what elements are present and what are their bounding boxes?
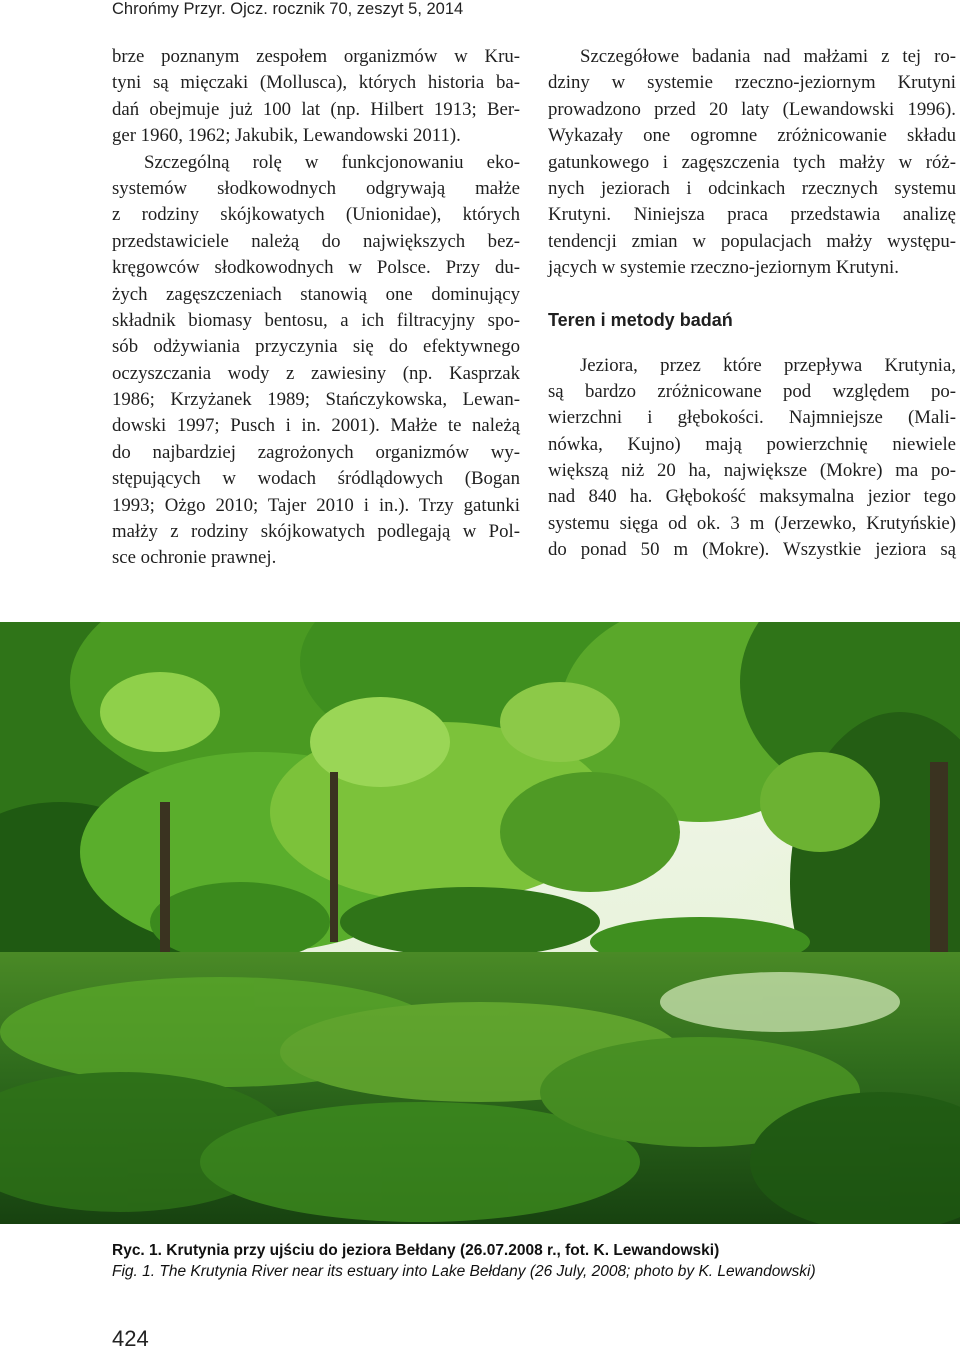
- text-line: Krutyni. Niniejsza praca przedstawia analizę: [548, 204, 956, 226]
- text-line: sób odżywiania przyczynia się do efektywnego: [112, 336, 520, 358]
- text-line: prowadzono przed 20 laty (Lewandowski 1996).: [548, 98, 956, 120]
- text-line: gatunkowego i zagęszczenia tych małży w róż-: [548, 151, 956, 173]
- text-line: są bardzo zróżnicowane pod względem po-: [548, 380, 956, 402]
- text-line: Szczegółowe badania nad małżami z tej ro-: [580, 46, 956, 67]
- text-line: przedstawiciele należą do największych bez-: [112, 230, 520, 252]
- text-line: żych zagęszczeniach stanowią one dominujący: [112, 283, 520, 305]
- caption-english: Fig. 1. The Krutynia River near its estuary into Lake Bełdany (26 July, 2008; photo by K. Lewandowski): [112, 1263, 816, 1280]
- text-line: dań obejmuje już 100 lat (np. Hilbert 1913; Ber-: [112, 98, 520, 120]
- section-heading: Teren i metody badań: [548, 309, 733, 330]
- text-line: sce ochronie prawnej.: [112, 547, 277, 569]
- river-photo: [0, 622, 960, 1224]
- text-line: małży z rodziny skójkowatych podlegają w Pol-: [112, 521, 520, 543]
- caption-polish: Ryc. 1. Krutynia przy ujściu do jeziora Bełdany (26.07.2008 r., fot. K. Lewandowski): [112, 1242, 720, 1259]
- text-line: tendencji zmian w populacjach małży występu-: [548, 230, 956, 252]
- text-line: do ponad 50 m (Mokre). Wszystkie jeziora są: [548, 539, 956, 561]
- text-line: Wykazały one ogromne zróżnicowanie składu: [548, 125, 956, 147]
- text-line: do najbardziej zagrożonych organizmów wy-: [112, 441, 520, 463]
- page-number: 424: [112, 1326, 149, 1351]
- text-line: większą niż 20 ha, największe (Mokre) ma po-: [548, 460, 956, 482]
- text-line: dziny w systemie rzeczno-jeziornym Krutyni: [548, 72, 956, 94]
- text-line: z rodziny skójkowatych (Unionidae), których: [112, 204, 520, 226]
- text-line: ger 1960, 1962; Jakubik, Lewandowski 2011).: [112, 125, 461, 147]
- text-line: oczyszczania wody z zawiesiny (np. Kasprzak: [112, 362, 520, 384]
- text-line: kręgowców słodkowodnych w Polsce. Przy du-: [112, 257, 520, 279]
- figure-caption: [112, 1240, 932, 1282]
- text-line: nych jeziorach i odcinkach rzecznych systemu: [548, 177, 956, 199]
- text-line: brze poznanym zespołem organizmów w Kru-: [112, 46, 520, 67]
- text-line: systemu sięga od ok. 3 m (Jerzewko, Krutyńskie): [548, 512, 956, 534]
- text-line: wierzchni i głębokości. Najmniejsze (Mali-: [548, 407, 956, 429]
- left-text-column: [112, 44, 520, 572]
- photo-reflections: [0, 972, 960, 1224]
- text-line: Szczególną rolę w funkcjonowaniu eko-: [144, 151, 520, 173]
- text-line: jących w systemie rzeczno-jeziornym Krutyni.: [548, 257, 899, 279]
- text-line: 1993; Ożgo 2010; Tajer 2010 i in.). Trzy gatunki: [112, 494, 520, 516]
- text-line: składnik biomasy bentosu, a ich filtracyjny spo-: [112, 309, 520, 331]
- text-line: systemów słodkowodnych odgrywają małże: [112, 177, 520, 199]
- text-line: 1986; Krzyżanek 1989; Stańczykowska, Lewan-: [112, 389, 520, 411]
- text-line: nówka, Kujno) mają powierzchnię niewiele: [548, 433, 956, 455]
- text-line: tyni są mięczaki (Mollusca), których historia ba-: [112, 72, 520, 94]
- text-line: Jeziora, przez które przepływa Krutynia,: [580, 354, 956, 376]
- text-line: nad 840 ha. Głębokość maksymalna jezior tego: [548, 486, 956, 508]
- right-text-column: [548, 44, 956, 564]
- text-line: stępujących w wodach śródlądowych (Bogan: [112, 468, 520, 490]
- running-header: Chrońmy Przyr. Ojcz. rocznik 70, zeszyt 5, 2014: [112, 0, 464, 18]
- text-line: dowski 1997; Pusch i in. 2001). Małże te należą: [112, 415, 520, 437]
